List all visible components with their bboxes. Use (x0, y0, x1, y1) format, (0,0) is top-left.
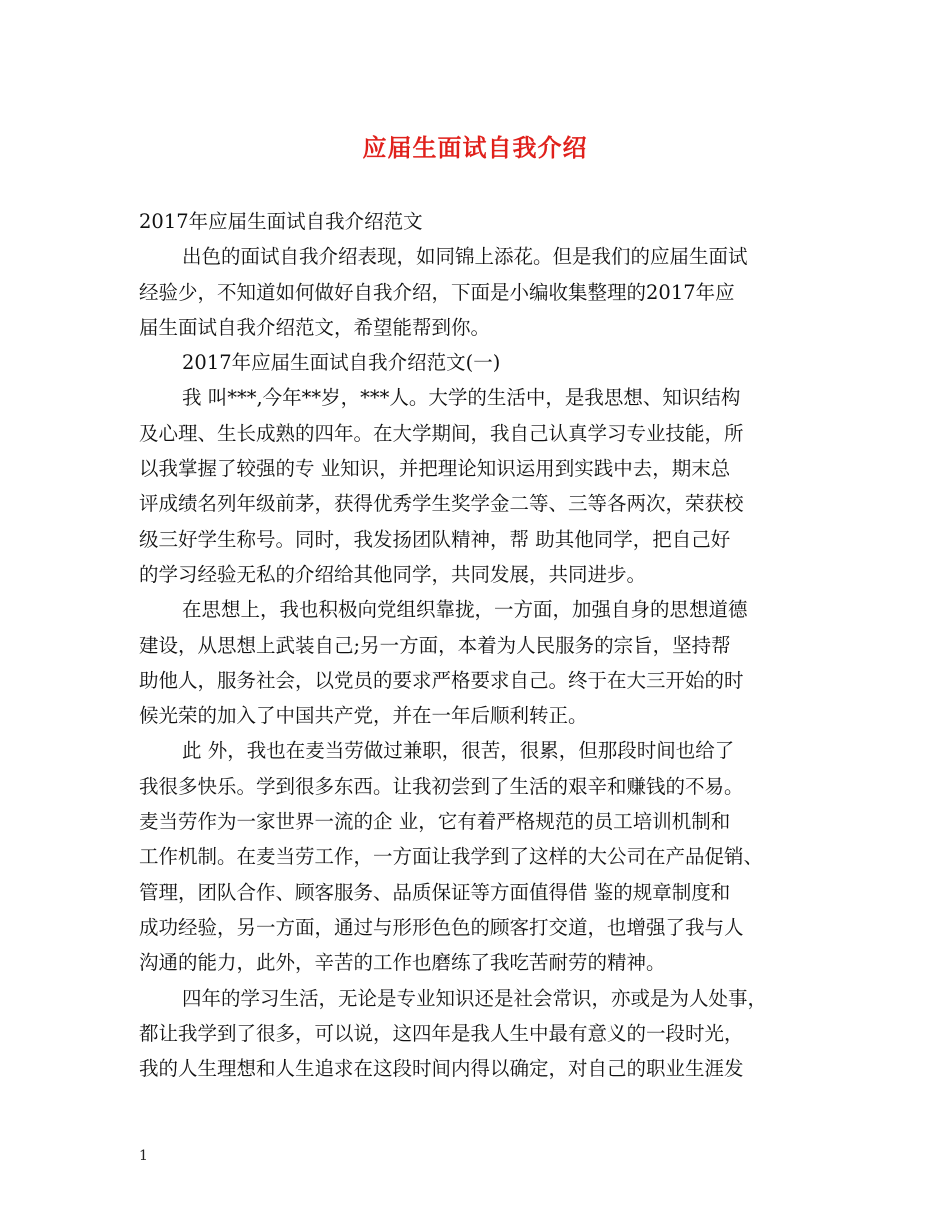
body-line: 出色的面试自我介绍表现，如同锦上添花。但是我们的应届生面试 (182, 245, 748, 269)
body-line: 建设，从思想上武装自己;另一方面，本着为人民服务的宗旨，坚持帮 (139, 633, 731, 657)
body-line: 2017年应届生面试自我介绍范文(一) (182, 351, 501, 375)
body-line: 候光荣的加入了中国共产党，并在一年后顺利转正。 (139, 704, 588, 728)
body-line: 此 外，我也在麦当劳做过兼职，很苦，很累，但那段时间也给了 (182, 739, 735, 763)
body-line: 届生面试自我介绍范文，希望能帮到你。 (139, 315, 491, 339)
body-line: 2017年应届生面试自我介绍范文 (139, 210, 423, 233)
body-line: 工作机制。在麦当劳工作，一方面让我学到了这样的大公司在产品促销、 (139, 845, 764, 869)
body-line: 沟通的能力，此外，辛苦的工作也磨练了我吃苦耐劳的精神。 (139, 951, 666, 975)
body-line: 评成绩名列年级前茅，获得优秀学生奖学金二等、三等各两次，荣获校 (139, 492, 744, 516)
body-line: 我很多快乐。学到很多东西。让我初尝到了生活的艰辛和赚钱的不易。 (139, 774, 744, 798)
page-number: 1 (139, 1148, 148, 1164)
body-line: 级三好学生称号。同时，我发扬团队精神，帮 助其他同学，把自己好 (139, 527, 731, 551)
body-line: 成功经验，另一方面，通过与形形色色的顾客打交道，也增强了我与人 (139, 915, 744, 939)
body-line: 都让我学到了很多，可以说，这四年是我人生中最有意义的一段时光， (139, 1021, 744, 1045)
body-line: 我 叫***,今年**岁，***人。大学的生活中，是我思想、知识结构 (182, 386, 741, 410)
body-line: 及心理、生长成熟的四年。在大学期间，我自己认真学习专业技能，所 (139, 421, 744, 445)
body-line: 麦当劳作为一家世界一流的企 业，它有着严格规范的员工培训机制和 (139, 810, 731, 834)
body-line: 管理，团队合作、顾客服务、品质保证等方面值得借 鉴的规章制度和 (139, 880, 731, 904)
body-line: 我的人生理想和人生追求在这段时间内得以确定，对自己的职业生涯发 (139, 1057, 744, 1081)
document-body (139, 204, 829, 1086)
document-title: 应届生面试自我介绍 (362, 133, 588, 162)
body-line: 四年的学习生活，无论是专业知识还是社会常识，亦或是为人处事， (182, 986, 768, 1010)
body-line: 在思想上，我也积极向党组织靠拢，一方面，加强自身的思想道德 (182, 598, 748, 622)
body-line: 的学习经验无私的介绍给其他同学，共同发展，共同进步。 (139, 562, 647, 586)
body-line: 助他人，服务社会，以党员的要求严格要求自己。终于在大三开始的时 (139, 668, 744, 692)
body-line: 以我掌握了较强的专 业知识，并把理论知识运用到实践中去，期末总 (139, 457, 731, 481)
body-line: 经验少，不知道如何做好自我介绍，下面是小编收集整理的2017年应 (139, 280, 735, 304)
